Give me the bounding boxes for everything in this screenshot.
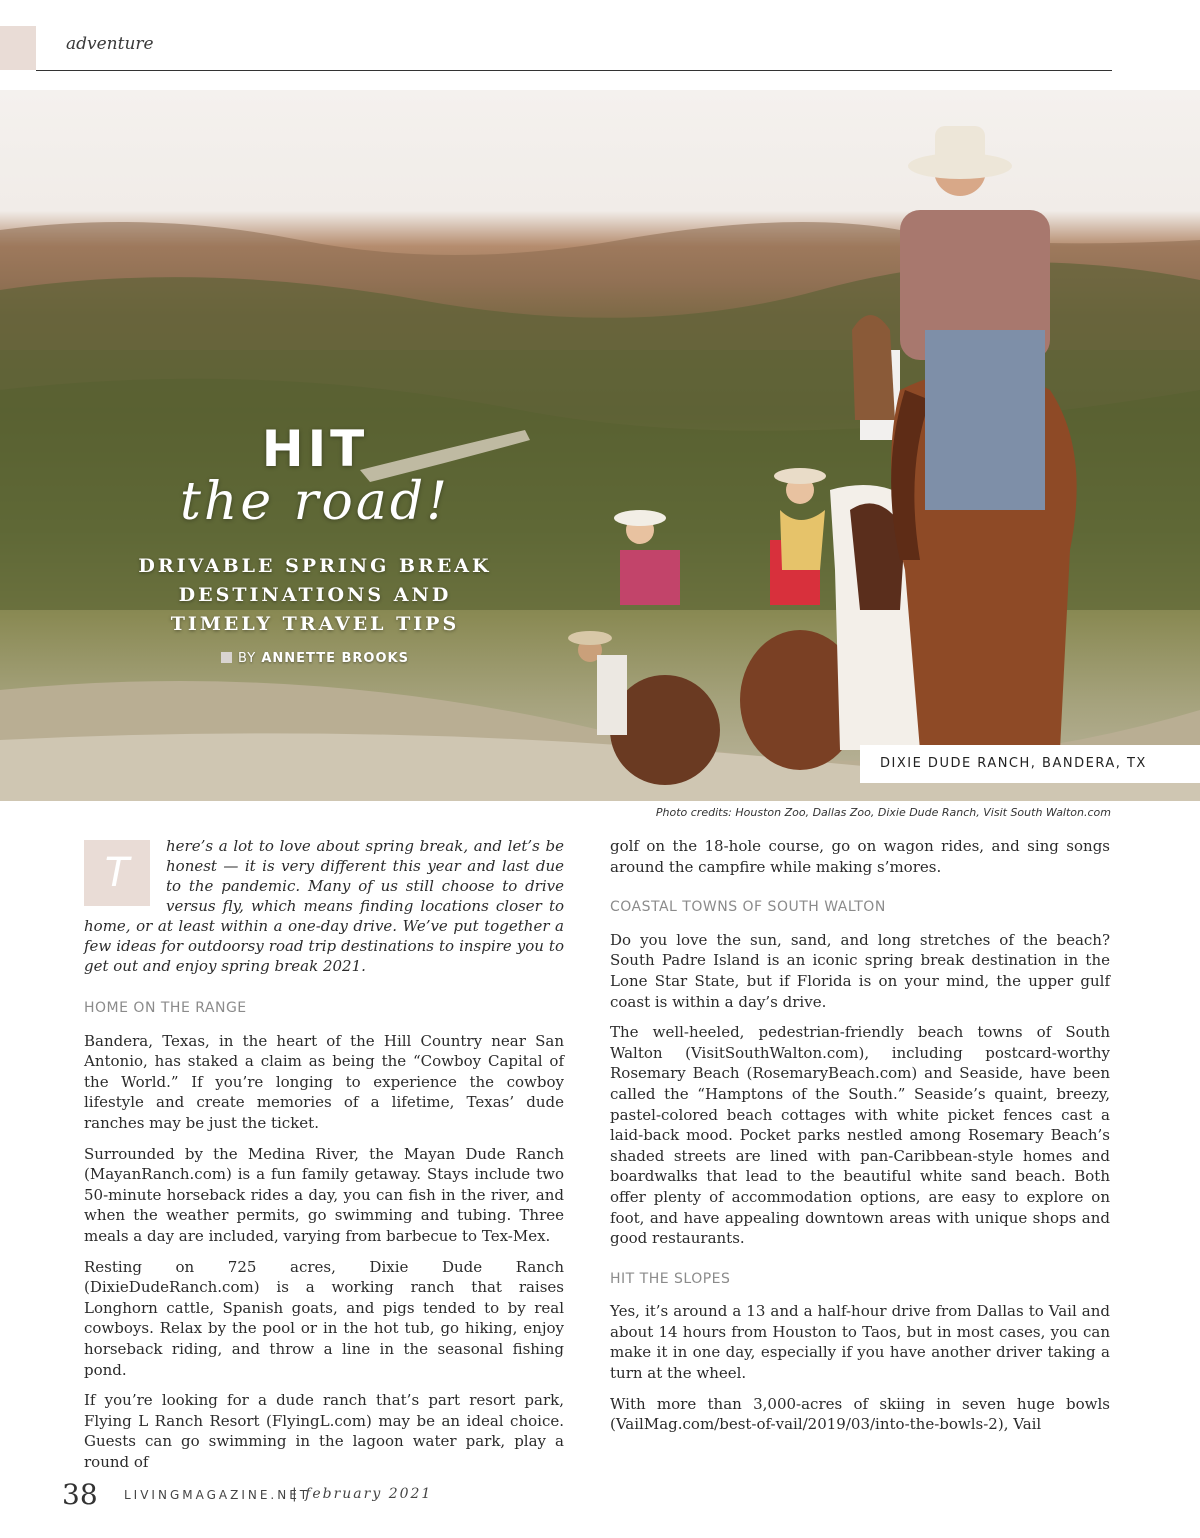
- intro-paragraph: [84, 836, 564, 976]
- heading-hit-the-slopes: HIT THE SLOPES: [610, 1270, 731, 1287]
- section-tab: [0, 26, 36, 70]
- drop-cap: T: [84, 840, 150, 906]
- byline-square-icon: [221, 652, 232, 663]
- photo-credits: Photo credits: Houston Zoo, Dallas Zoo, Dixie Dude Ranch, Visit South Walton.com: [655, 806, 1111, 819]
- heading-home-on-the-range: HOME ON THE RANGE: [84, 1000, 247, 1016]
- paragraph: Resting on 725 acres, Dixie Dude Ranch (DixieDudeRanch.com) is a working ranch that raises Longhorn cattle, Spanish goats, and pigs tended to by real cowboys. Relax by the pool or in the hot tub, go hiking, enjoy horseback riding, and throw a line in the seasonal fishing pond.: [84, 1257, 564, 1379]
- footer-site: LIVINGMAGAZINE.NET: [124, 1488, 311, 1502]
- paragraph: With more than 3,000-acres of skiing in seven huge bowls (VailMag.com/best-of-vail/2019/03/into-the-bowls-2), Vail: [610, 1394, 1110, 1434]
- paragraph: Surrounded by the Medina River, the Mayan Dude Ranch (MayanRanch.com) is a fun family getaway. Stays include two 50-minute horseback rides a day, you can fish in the river, and when the weather permits, go swimming and tubing. Three meals a day are included, varying from barbecue to Tex-Mex.: [84, 1144, 564, 1245]
- title-the-road: the road!: [179, 472, 451, 532]
- footer-date: | february 2021: [292, 1486, 433, 1502]
- header-rule: [36, 70, 1112, 71]
- heading-coastal-towns: COASTAL TOWNS OF SOUTH WALTON: [610, 899, 886, 916]
- paragraph: If you’re looking for a dude ranch that’s part resort park, Flying L Ranch Resort (FlyingL.com) may be an ideal choice. Guests can go swimming in the lagoon water park, play a round of: [84, 1391, 564, 1471]
- paragraph: Do you love the sun, sand, and long stretches of the beach? South Padre Island is an iconic spring break destination in the Lone Star State, but if Florida is on your mind, the upper gulf coast is within a day’s drive.: [610, 930, 1110, 1011]
- intro-text: here’s a lot to love about spring break, and let’s be honest — it is very different this year and last due to the pandemic. Many of us still choose to drive versus fly, which means finding locations closer to home, or at least within a one-day drive. We’ve put together a few ideas for outdoorsy road trip destinations to inspire you to get out and enjoy spring break 2021.: [84, 837, 564, 975]
- byline-prefix: BY: [238, 651, 257, 666]
- paragraph: The well-heeled, pedestrian-friendly beach towns of South Walton (VisitSouthWalton.com), including postcard-worthy Rosemary Beach (RosemaryBeach.com) and Seaside, have been called the “Hamptons of the South.” Seaside’s quaint, breezy, pastel-colored beach cottages with white picket fences cast a laid-back mood. Pocket parks nestled among Rosemary Beach’s shaded streets are lined with pan-Caribbean-style homes and boardwalks that lead to the beautiful white sand beach. Both offer plenty of accommodation options, are easy to explore on foot, and have appealing downtown areas with unique shops and good restaurants.: [610, 1023, 1110, 1248]
- paragraph: golf on the 18-hole course, go on wagon rides, and sing songs around the campfire while making s’mores.: [610, 837, 1110, 876]
- byline-author: ANNETTE BROOKS: [261, 651, 409, 666]
- paragraph: Bandera, Texas, in the heart of the Hill Country near San Antonio, has staked a claim as being the “Cowboy Capital of the World.” If you’re longing to experience the cowboy lifestyle and create memories of a lifetime, Texas’ dude ranches may be just the ticket.: [84, 1031, 564, 1132]
- article-subtitle: DRIVABLE SPRING BREAK DESTINATIONS AND TIMELY TRAVEL TIPS: [138, 555, 492, 635]
- hero-photo: [0, 90, 1200, 801]
- photo-caption: DIXIE DUDE RANCH, BANDERA, TX: [860, 745, 1200, 783]
- article-column-left: [84, 836, 564, 1482]
- page-number: 38: [62, 1478, 98, 1511]
- article-column-right: [610, 836, 1110, 1445]
- article-title-block: [130, 420, 500, 666]
- title-hit: HIT: [261, 420, 369, 478]
- section-label: adventure: [66, 34, 154, 54]
- paragraph: Yes, it’s around a 13 and a half-hour drive from Dallas to Vail and about 14 hours from Houston to Taos, but in most cases, you can make it in one day, especially if you have another driver taking a turn at the wheel.: [610, 1302, 1110, 1383]
- byline: [130, 651, 500, 666]
